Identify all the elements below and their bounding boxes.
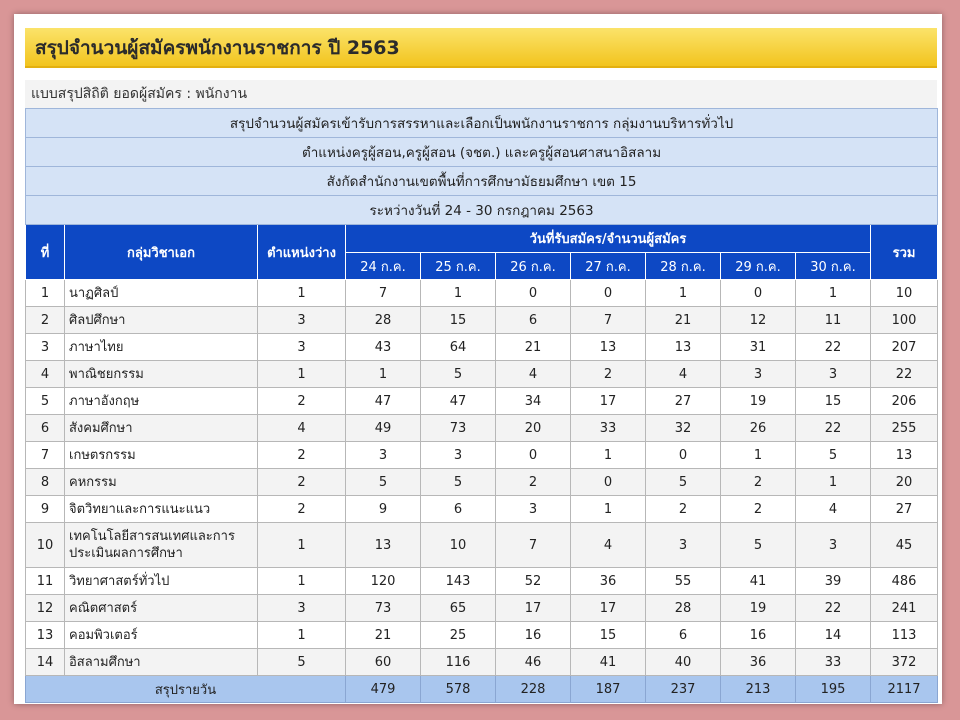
row-day-cell: 6 [496,307,571,334]
table-row [26,307,938,334]
row-day-cell: 21 [346,622,421,649]
row-day-cell: 15 [571,622,646,649]
row-day-cell: 49 [346,415,421,442]
row-day-cell: 1 [421,280,496,307]
row-day-cell: 1 [796,280,871,307]
row-subject-cell: ศิลปศึกษา [65,307,258,334]
row-vacancies-cell: 2 [258,388,346,415]
row-day-cell: 0 [571,280,646,307]
row-day-cell: 25 [421,622,496,649]
row-day-cell: 2 [496,469,571,496]
info-line-position: ตำแหน่งครูผู้สอน,ครูผู้สอน (จชต.) และครูผู้สอนศาสนาอิสลาม [26,138,938,167]
row-day-cell: 4 [496,361,571,388]
row-day-cell: 55 [646,568,721,595]
row-day-cell: 46 [496,649,571,676]
row-day-cell: 7 [571,307,646,334]
row-total-cell: 10 [871,280,938,307]
row-day-cell: 17 [571,388,646,415]
row-day-cell: 2 [721,469,796,496]
row-day-cell: 0 [646,442,721,469]
info-line-office: สังกัดสำนักงานเขตพื้นที่การศึกษามัธยมศึกษา เขต 15 [26,167,938,196]
row-day-cell: 22 [796,334,871,361]
row-day-cell: 12 [721,307,796,334]
row-day-cell: 60 [346,649,421,676]
row-day-cell: 47 [346,388,421,415]
row-day-cell: 33 [796,649,871,676]
col-header-day: 28 ก.ค. [646,253,721,280]
row-day-cell: 13 [346,523,421,568]
summary-day-cell: 213 [721,676,796,703]
row-day-cell: 65 [421,595,496,622]
row-day-cell: 4 [646,361,721,388]
row-day-cell: 64 [421,334,496,361]
table-row [26,649,938,676]
row-no-cell: 12 [26,595,65,622]
row-total-cell: 20 [871,469,938,496]
row-day-cell: 26 [721,415,796,442]
row-day-cell: 41 [571,649,646,676]
row-day-cell: 15 [796,388,871,415]
row-subject-cell: พาณิชยกรรม [65,361,258,388]
row-no-cell: 7 [26,442,65,469]
row-day-cell: 0 [571,469,646,496]
row-vacancies-cell: 1 [258,523,346,568]
row-day-cell: 2 [721,496,796,523]
row-day-cell: 5 [646,469,721,496]
row-vacancies-cell: 2 [258,469,346,496]
row-total-cell: 100 [871,307,938,334]
row-day-cell: 9 [346,496,421,523]
row-day-cell: 17 [496,595,571,622]
row-day-cell: 5 [421,469,496,496]
summary-row [26,676,938,703]
row-no-cell: 13 [26,622,65,649]
row-subject-cell: นาฏศิลป์ [65,280,258,307]
row-no-cell: 3 [26,334,65,361]
row-total-cell: 241 [871,595,938,622]
row-day-cell: 3 [796,523,871,568]
row-day-cell: 13 [646,334,721,361]
row-day-cell: 3 [721,361,796,388]
row-no-cell: 8 [26,469,65,496]
table-row [26,469,938,496]
report-subtitle: แบบสรุปสิถิติ ยอดผู้สมัคร : พนักงาน [25,80,937,108]
row-day-cell: 39 [796,568,871,595]
info-line-period: ระหว่างวันที่ 24 - 30 กรกฎาคม 2563 [26,196,938,225]
row-day-cell: 16 [721,622,796,649]
row-no-cell: 10 [26,523,65,568]
row-day-cell: 143 [421,568,496,595]
row-vacancies-cell: 1 [258,622,346,649]
summary-day-cell: 187 [571,676,646,703]
row-day-cell: 7 [496,523,571,568]
row-no-cell: 5 [26,388,65,415]
row-no-cell: 9 [26,496,65,523]
summary-day-cell: 479 [346,676,421,703]
summary-label: สรุปรายวัน [26,676,346,703]
row-day-cell: 2 [571,361,646,388]
row-no-cell: 4 [26,361,65,388]
row-no-cell: 6 [26,415,65,442]
col-header-total: รวม [871,225,938,280]
row-subject-cell: เกษตรกรรม [65,442,258,469]
col-header-day: 30 ก.ค. [796,253,871,280]
col-header-day: 27 ก.ค. [571,253,646,280]
row-subject-cell: อิสลามศึกษา [65,649,258,676]
row-day-cell: 36 [721,649,796,676]
row-day-cell: 11 [796,307,871,334]
row-day-cell: 41 [721,568,796,595]
row-day-cell: 16 [496,622,571,649]
row-total-cell: 22 [871,361,938,388]
row-vacancies-cell: 1 [258,361,346,388]
row-subject-cell: คอมพิวเตอร์ [65,622,258,649]
table-row [26,523,938,568]
row-day-cell: 34 [496,388,571,415]
summary-day-cell: 237 [646,676,721,703]
row-day-cell: 1 [721,442,796,469]
row-day-cell: 17 [571,595,646,622]
summary-day-cell: 195 [796,676,871,703]
row-day-cell: 3 [346,442,421,469]
row-no-cell: 11 [26,568,65,595]
row-day-cell: 116 [421,649,496,676]
row-day-cell: 2 [646,496,721,523]
row-day-cell: 3 [496,496,571,523]
row-day-cell: 4 [796,496,871,523]
row-vacancies-cell: 3 [258,307,346,334]
row-total-cell: 27 [871,496,938,523]
row-total-cell: 113 [871,622,938,649]
row-total-cell: 255 [871,415,938,442]
col-header-vacancies: ตำแหน่งว่าง [258,225,346,280]
row-day-cell: 13 [571,334,646,361]
row-day-cell: 3 [796,361,871,388]
table-row [26,415,938,442]
row-day-cell: 120 [346,568,421,595]
row-total-cell: 372 [871,649,938,676]
row-day-cell: 19 [721,388,796,415]
row-total-cell: 45 [871,523,938,568]
table-row [26,595,938,622]
row-day-cell: 4 [571,523,646,568]
row-day-cell: 43 [346,334,421,361]
row-subject-cell: ภาษาไทย [65,334,258,361]
row-day-cell: 22 [796,415,871,442]
row-total-cell: 206 [871,388,938,415]
row-day-cell: 36 [571,568,646,595]
row-day-cell: 14 [796,622,871,649]
row-day-cell: 47 [421,388,496,415]
row-day-cell: 73 [421,415,496,442]
summary-day-cell: 578 [421,676,496,703]
row-day-cell: 33 [571,415,646,442]
row-vacancies-cell: 3 [258,334,346,361]
row-day-cell: 28 [346,307,421,334]
row-vacancies-cell: 2 [258,442,346,469]
row-day-cell: 27 [646,388,721,415]
row-vacancies-cell: 4 [258,415,346,442]
row-day-cell: 7 [346,280,421,307]
row-day-cell: 6 [421,496,496,523]
table-row [26,388,938,415]
table-row [26,496,938,523]
col-header-days-group: วันที่รับสมัคร/จำนวนผู้สมัคร [346,225,871,253]
applicants-table [25,108,938,703]
row-no-cell: 2 [26,307,65,334]
table-row [26,622,938,649]
row-day-cell: 1 [571,442,646,469]
col-header-subject: กลุ่มวิชาเอก [65,225,258,280]
row-day-cell: 19 [721,595,796,622]
col-header-day: 29 ก.ค. [721,253,796,280]
row-no-cell: 14 [26,649,65,676]
col-header-day: 26 ก.ค. [496,253,571,280]
row-day-cell: 21 [646,307,721,334]
table-row [26,280,938,307]
col-header-day: 24 ก.ค. [346,253,421,280]
row-day-cell: 3 [646,523,721,568]
row-subject-cell: จิตวิทยาและการแนะแนว [65,496,258,523]
row-day-cell: 5 [796,442,871,469]
row-total-cell: 13 [871,442,938,469]
col-header-no: ที่ [26,225,65,280]
row-day-cell: 52 [496,568,571,595]
row-subject-cell: สังคมศึกษา [65,415,258,442]
row-subject-cell: คหกรรม [65,469,258,496]
row-day-cell: 1 [646,280,721,307]
row-day-cell: 40 [646,649,721,676]
row-day-cell: 20 [496,415,571,442]
row-total-cell: 486 [871,568,938,595]
row-day-cell: 5 [346,469,421,496]
report-frame [14,14,942,704]
row-vacancies-cell: 2 [258,496,346,523]
row-day-cell: 32 [646,415,721,442]
row-vacancies-cell: 1 [258,568,346,595]
page-title: สรุปจำนวนผู้สมัครพนักงานราชการ ปี 2563 [25,28,937,68]
summary-total-cell: 2117 [871,676,938,703]
row-no-cell: 1 [26,280,65,307]
row-subject-cell: คณิตศาสตร์ [65,595,258,622]
row-day-cell: 0 [496,280,571,307]
row-day-cell: 0 [496,442,571,469]
table-row [26,361,938,388]
row-day-cell: 3 [421,442,496,469]
row-total-cell: 207 [871,334,938,361]
row-day-cell: 1 [571,496,646,523]
row-day-cell: 28 [646,595,721,622]
row-day-cell: 6 [646,622,721,649]
row-day-cell: 10 [421,523,496,568]
row-day-cell: 31 [721,334,796,361]
row-subject-cell: เทคโนโลยีสารสนเทศและการประเมินผลการศึกษา [65,523,258,568]
row-subject-cell: ภาษาอังกฤษ [65,388,258,415]
row-day-cell: 22 [796,595,871,622]
row-day-cell: 5 [421,361,496,388]
row-day-cell: 15 [421,307,496,334]
summary-day-cell: 228 [496,676,571,703]
row-day-cell: 1 [796,469,871,496]
row-day-cell: 21 [496,334,571,361]
row-vacancies-cell: 5 [258,649,346,676]
row-day-cell: 73 [346,595,421,622]
row-day-cell: 1 [346,361,421,388]
table-row [26,442,938,469]
info-line-program: สรุปจำนวนผู้สมัครเข้ารับการสรรหาและเลือกเป็นพนักงานราชการ กลุ่มงานบริหารทั่วไป [26,109,938,138]
col-header-day: 25 ก.ค. [421,253,496,280]
row-day-cell: 0 [721,280,796,307]
row-vacancies-cell: 3 [258,595,346,622]
table-row [26,334,938,361]
row-vacancies-cell: 1 [258,280,346,307]
row-subject-cell: วิทยาศาสตร์ทั่วไป [65,568,258,595]
table-row [26,568,938,595]
row-day-cell: 5 [721,523,796,568]
